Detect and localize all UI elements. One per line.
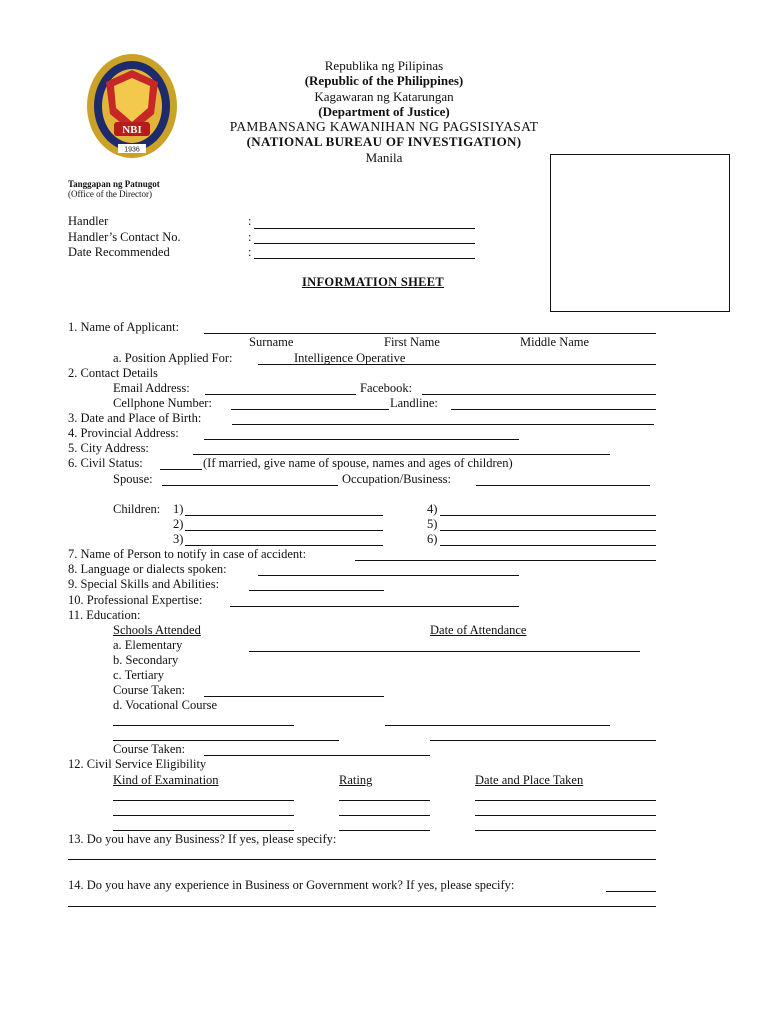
q9-label: 9. Special Skills and Abilities: (68, 577, 220, 591)
date-place-field-1[interactable] (475, 800, 656, 801)
date-place-field-2[interactable] (475, 815, 656, 816)
spouse-field[interactable] (162, 485, 338, 486)
q1-label: 1. Name of Applicant: (68, 320, 180, 334)
business-field[interactable] (68, 859, 656, 860)
handler-label: Handler (68, 214, 109, 228)
child-1-label: 1) (173, 502, 184, 516)
civil-status-field[interactable] (160, 469, 202, 470)
course-taken-field-2[interactable] (204, 755, 430, 756)
date-place-header: Date and Place Taken (475, 773, 584, 787)
office-english: (Office of the Director) (68, 189, 153, 199)
q6-note: (If married, give name of spouse, names and ages of children) (203, 456, 513, 470)
cellphone-field[interactable] (231, 409, 389, 410)
tertiary-label: c. Tertiary (113, 668, 164, 682)
facebook-label: Facebook: (360, 381, 413, 395)
q6-label: 6. Civil Status: (68, 456, 143, 470)
email-field[interactable] (205, 394, 356, 395)
q4-label: 4. Provincial Address: (68, 426, 179, 440)
header-line1: Republika ng Pilipinas (324, 58, 444, 73)
city-address-field[interactable] (193, 454, 610, 455)
date-recommended-label: Date Recommended (68, 245, 170, 259)
rating-field-2[interactable] (339, 815, 430, 816)
child-5-field[interactable] (440, 530, 656, 531)
facebook-field[interactable] (422, 394, 656, 395)
handler-contact-label: Handler’s Contact No. (68, 230, 181, 244)
course-taken-label: Course Taken: (113, 683, 186, 697)
skills-field[interactable] (249, 590, 384, 591)
q14-label: 14. Do you have any experience in Business or Government work? If yes, please specify: (68, 878, 515, 892)
child-4-label: 4) (427, 502, 438, 516)
rating-field-1[interactable] (339, 800, 430, 801)
q11-label: 11. Education: (68, 608, 141, 622)
child-2-label: 2) (173, 517, 184, 531)
occupation-label: Occupation/Business: (342, 472, 452, 486)
vocational-label: d. Vocational Course (113, 698, 218, 712)
experience-field[interactable] (68, 906, 656, 907)
elementary-field[interactable] (249, 651, 640, 652)
header-line7: Manila (365, 150, 403, 165)
child-1-field[interactable] (185, 515, 383, 516)
exam-field-3[interactable] (113, 830, 294, 831)
handler-contact-field[interactable] (254, 243, 475, 244)
first-name-caption: First Name (384, 335, 440, 349)
office-tagalog: Tanggapan ng Patnugot (68, 179, 160, 189)
child-4-field[interactable] (440, 515, 656, 516)
elementary-label: a. Elementary (113, 638, 183, 652)
date-recommended-field[interactable] (254, 258, 475, 259)
middle-name-caption: Middle Name (520, 335, 590, 349)
q10-label: 10. Professional Expertise: (68, 593, 203, 607)
form-title: INFORMATION SHEET (302, 275, 445, 289)
child-2-field[interactable] (185, 530, 383, 531)
q1a-label: a. Position Applied For: (113, 351, 233, 365)
handler-colon: : (248, 214, 252, 228)
q3-label: 3. Date and Place of Birth: (68, 411, 202, 425)
children-label: Children: (113, 502, 161, 516)
header-line3: Kagawaran ng Katarungan (314, 89, 454, 104)
q8-label: 8. Language or dialects spoken: (68, 562, 227, 576)
vocational-date-field-2[interactable] (430, 740, 656, 741)
cellphone-label: Cellphone Number: (113, 396, 212, 410)
vocational-school-field-2[interactable] (113, 740, 339, 741)
surname-caption: Surname (249, 335, 294, 349)
seal-nbi-text: NBI (122, 124, 142, 136)
date-attendance-header: Date of Attendance (430, 623, 527, 637)
spouse-label: Spouse: (113, 472, 153, 486)
header-line6: (NATIONAL BUREAU OF INVESTIGATION) (246, 134, 522, 149)
q5-label: 5. City Address: (68, 441, 149, 455)
birth-field[interactable] (232, 424, 654, 425)
q12-label: 12. Civil Service Eligibility (68, 757, 207, 771)
rating-header: Rating (339, 773, 373, 787)
vocational-date-field-1[interactable] (385, 725, 610, 726)
course-taken-field[interactable] (204, 696, 384, 697)
date-place-field-3[interactable] (475, 830, 656, 831)
child-6-label: 6) (427, 532, 438, 546)
q2-label: 2. Contact Details (68, 366, 158, 380)
experience-field-inline[interactable] (606, 891, 656, 892)
kind-exam-header: Kind of Examination (113, 773, 219, 787)
q7-label: 7. Name of Person to notify in case of accident: (68, 547, 307, 561)
vocational-school-field-1[interactable] (113, 725, 294, 726)
position-value: Intelligence Operative (294, 351, 406, 365)
header-line4: (Department of Justice) (318, 104, 450, 119)
landline-label: Landline: (390, 396, 438, 410)
exam-field-2[interactable] (113, 815, 294, 816)
q13-label: 13. Do you have any Business? If yes, please specify: (68, 832, 337, 846)
applicant-name-field[interactable] (204, 333, 656, 334)
emergency-contact-field[interactable] (355, 560, 656, 561)
languages-field[interactable] (258, 575, 519, 576)
seal-year-text: 1936 (124, 146, 140, 154)
rating-field-3[interactable] (339, 830, 430, 831)
child-3-label: 3) (173, 532, 184, 546)
expertise-field[interactable] (230, 606, 519, 607)
email-label: Email Address: (113, 381, 190, 395)
schools-attended-header: Schools Attended (113, 623, 201, 637)
header-line2: (Republic of the Philippines) (304, 73, 464, 88)
header-line5: PAMBANSANG KAWANIHAN NG PAGSISIYASAT (229, 119, 539, 134)
handler-field[interactable] (254, 228, 475, 229)
landline-field[interactable] (451, 409, 656, 410)
secondary-label: b. Secondary (113, 653, 179, 667)
provincial-address-field[interactable] (204, 439, 519, 440)
date-recommended-colon: : (248, 245, 252, 259)
photo-box[interactable] (550, 154, 730, 312)
child-5-label: 5) (427, 517, 438, 531)
course-taken-label-2: Course Taken: (113, 742, 186, 756)
child-3-field[interactable] (185, 545, 383, 546)
occupation-field[interactable] (476, 485, 650, 486)
exam-field-1[interactable] (113, 800, 294, 801)
handler-contact-colon: : (248, 230, 252, 244)
nbi-seal-logo (84, 52, 180, 164)
child-6-field[interactable] (440, 545, 656, 546)
